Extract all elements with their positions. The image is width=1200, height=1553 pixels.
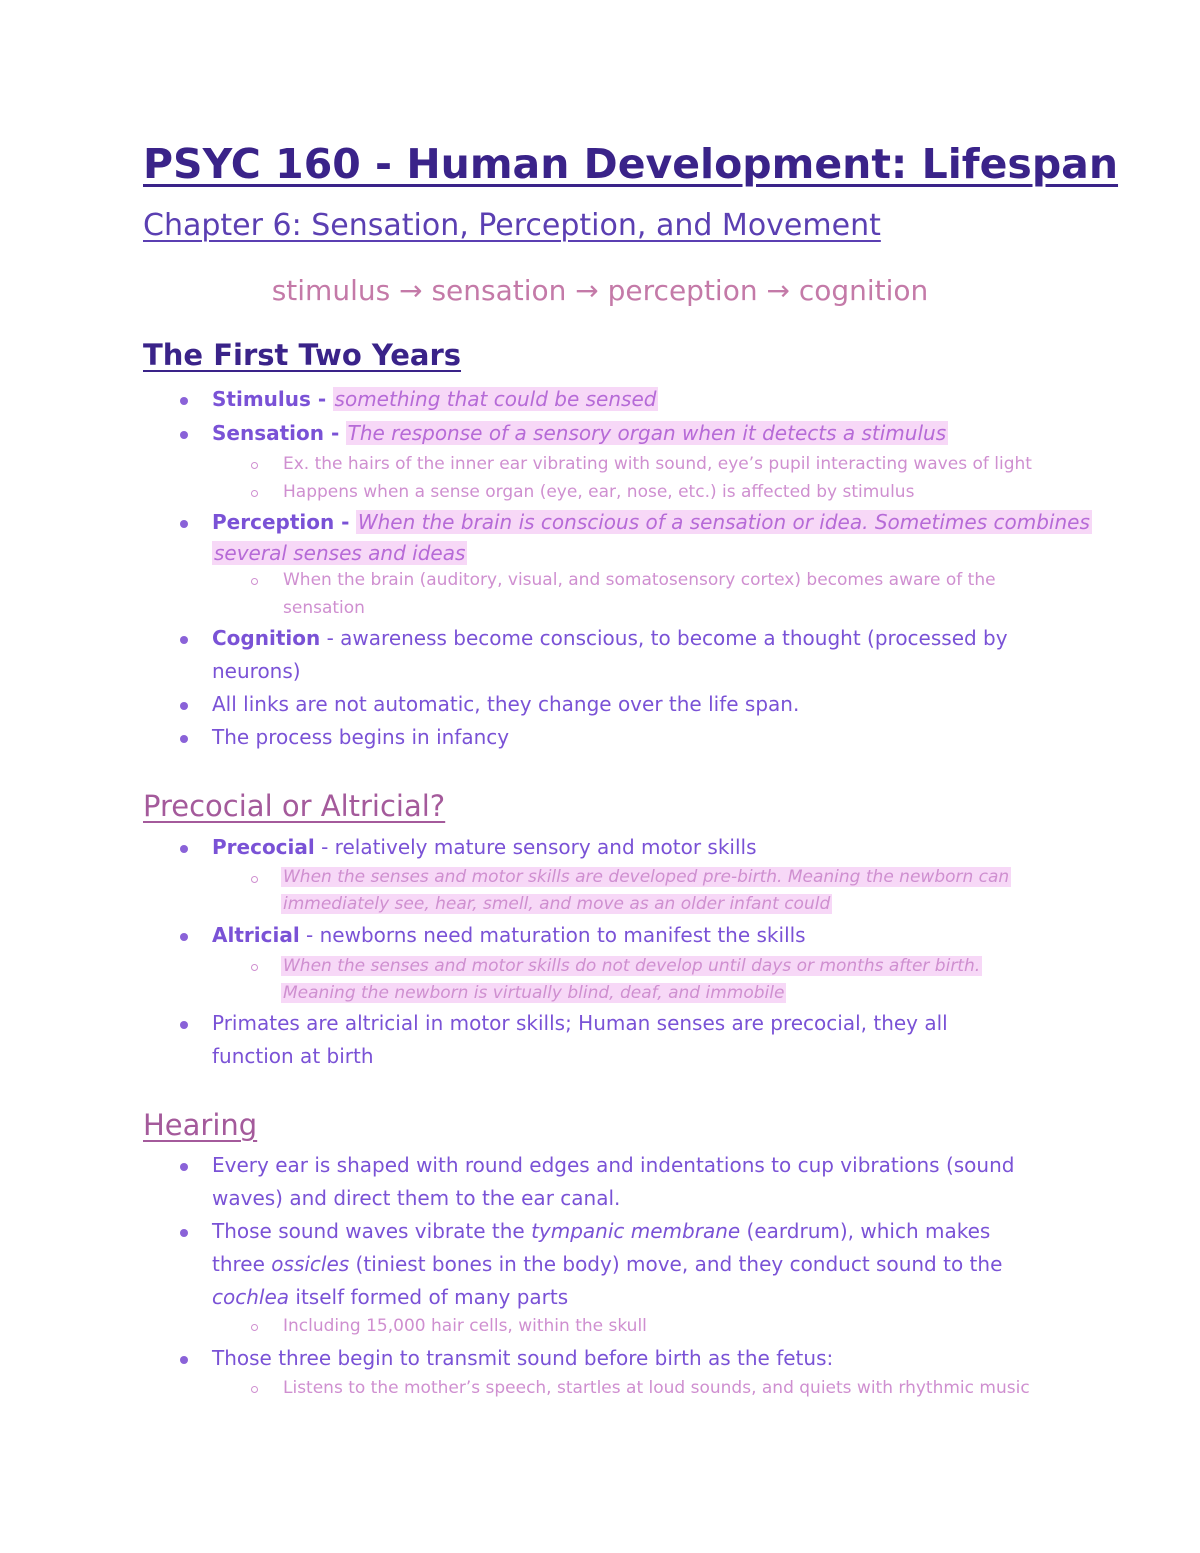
- term-cochlea: cochlea: [212, 1285, 290, 1309]
- term-altricial: Altricial: [212, 923, 300, 947]
- bullet-primates-line2: function at birth: [212, 1044, 374, 1068]
- bullet-icon: [180, 702, 188, 710]
- bullet-waves-line2: [212, 1252, 1002, 1276]
- waves-text-b: (eardrum), which makes: [740, 1219, 991, 1243]
- bullet-perception: [212, 510, 1092, 534]
- term-perception: Perception -: [212, 510, 350, 534]
- sub-bullet-fetus: Listens to the mother’s speech, startles at loud sounds, and quiets with rhythmic music: [283, 1378, 1030, 1398]
- bullet-icon: [180, 397, 188, 405]
- bullet-icon: [180, 735, 188, 743]
- section-heading-hearing: Hearing: [143, 1108, 258, 1142]
- sub-bullet-altricial-line2: [281, 983, 786, 1003]
- bullet-precocial: [212, 835, 757, 859]
- document-title: PSYC 160 - Human Development: Lifespan: [143, 140, 1119, 188]
- section-heading-precocial: Precocial or Altricial?: [143, 789, 446, 823]
- definition-sensation: The response of a sensory organ when it detects a stimulus: [347, 421, 947, 445]
- bullet-perception-cont: [212, 541, 467, 565]
- altricial-detail-line2: Meaning the newborn is virtually blind, deaf, and immobile: [283, 983, 785, 1003]
- definition-cognition-line1: - awareness become conscious, to become a thought (processed by: [320, 626, 1008, 650]
- precocial-detail-line1: When the senses and motor skills are developed pre-birth. Meaning the newborn can: [283, 867, 1010, 887]
- sub-bullet-icon: [251, 1324, 258, 1331]
- waves-text-c: three: [212, 1252, 272, 1276]
- term-cognition: Cognition: [212, 626, 321, 650]
- bullet-primates-line1: Primates are altricial in motor skills; Human senses are precocial, they all: [212, 1011, 948, 1035]
- section-heading-first-two-years: The First Two Years: [143, 338, 462, 372]
- sub-bullet-sensation-happens: Happens when a sense organ (eye, ear, nose, etc.) is affected by stimulus: [283, 482, 915, 502]
- sub-bullet-sensation-example: Ex. the hairs of the inner ear vibrating with sound, eye’s pupil interacting waves of light: [283, 454, 1032, 474]
- waves-text-a: Those sound waves vibrate the: [212, 1219, 532, 1243]
- term-ossicles: ossicles: [271, 1252, 350, 1276]
- chapter-heading: Chapter 6: Sensation, Perception, and Movement: [143, 208, 881, 243]
- term-tympanic-membrane: tympanic membrane: [531, 1219, 741, 1243]
- sub-bullet-icon: [251, 1386, 258, 1393]
- bullet-three: Those three begin to transmit sound before birth as the fetus:: [212, 1346, 834, 1370]
- term-stimulus: Stimulus -: [212, 387, 327, 411]
- definition-perception-line1: When the brain is conscious of a sensation or idea. Sometimes combines: [357, 510, 1090, 534]
- sub-bullet-perception-line2: sensation: [283, 598, 365, 618]
- bullet-sensation: [212, 421, 948, 445]
- bullet-icon: [180, 1229, 188, 1237]
- bullet-icon: [180, 1021, 188, 1029]
- bullet-icon: [180, 1163, 188, 1171]
- term-precocial: Precocial: [212, 835, 315, 859]
- bullet-icon: [180, 431, 188, 439]
- bullet-ear-line2: waves) and direct them to the ear canal.: [212, 1186, 621, 1210]
- process-flow: stimulus → sensation → perception → cognition: [271, 274, 929, 307]
- definition-precocial: - relatively mature sensory and motor skills: [314, 835, 757, 859]
- bullet-icon: [180, 636, 188, 644]
- sub-bullet-hair-cells: Including 15,000 hair cells, within the skull: [283, 1316, 647, 1336]
- sub-bullet-precocial-line2: [281, 894, 832, 914]
- term-sensation: Sensation -: [212, 421, 340, 445]
- bullet-waves-line3: [212, 1285, 568, 1309]
- waves-text-d: (tiniest bones in the body) move, and they conduct sound to the: [349, 1252, 1003, 1276]
- bullet-process: The process begins in infancy: [212, 725, 510, 749]
- bullet-cognition: [212, 626, 1008, 650]
- sub-bullet-precocial-line1: [281, 867, 1011, 887]
- definition-perception-line2: several senses and ideas: [214, 541, 466, 565]
- sub-bullet-icon: [251, 490, 258, 497]
- bullet-waves-line1: [212, 1219, 990, 1243]
- bullet-ear-line1: Every ear is shaped with round edges and indentations to cup vibrations (sound: [212, 1153, 1015, 1177]
- sub-bullet-altricial-line1: [281, 956, 982, 976]
- bullet-icon: [180, 1356, 188, 1364]
- precocial-detail-line2: immediately see, hear, smell, and move as an older infant could: [283, 894, 831, 914]
- sub-bullet-icon: [251, 964, 258, 971]
- altricial-detail-line1: When the senses and motor skills do not develop until days or months after birth.: [283, 956, 981, 976]
- bullet-links: All links are not automatic, they change over the life span.: [212, 692, 800, 716]
- bullet-icon: [180, 520, 188, 528]
- definition-cognition-line2: neurons): [212, 659, 301, 683]
- sub-bullet-icon: [251, 876, 258, 883]
- waves-text-e: itself formed of many parts: [289, 1285, 569, 1309]
- bullet-altricial: [212, 923, 806, 947]
- sub-bullet-icon: [251, 462, 258, 469]
- bullet-icon: [180, 933, 188, 941]
- bullet-icon: [180, 845, 188, 853]
- bullet-stimulus: [212, 387, 658, 411]
- sub-bullet-icon: [251, 578, 258, 585]
- sub-bullet-perception-line1: When the brain (auditory, visual, and somatosensory cortex) becomes aware of the: [283, 570, 996, 590]
- definition-stimulus: something that could be sensed: [334, 387, 657, 411]
- definition-altricial: - newborns need maturation to manifest the skills: [299, 923, 806, 947]
